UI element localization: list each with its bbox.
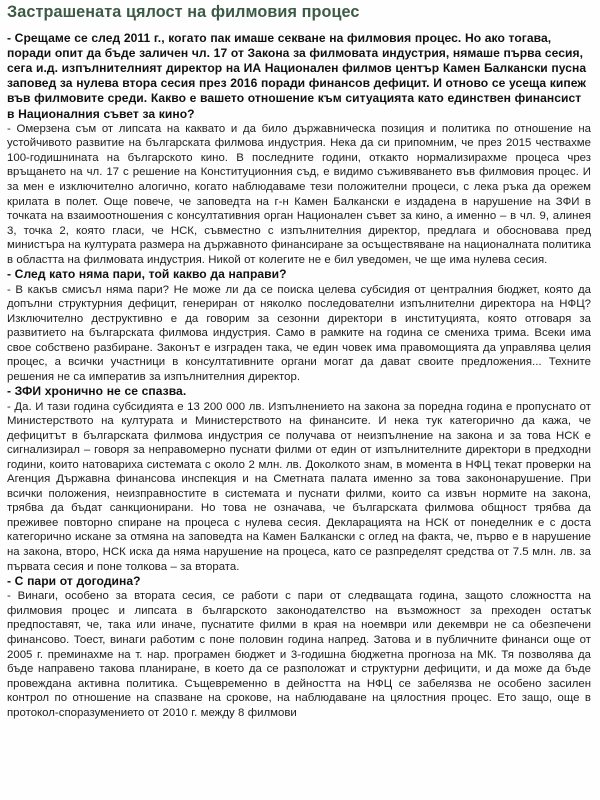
interview-answer: - В какъв смисъл няма пари? Не може ли да се поиска целева субсидия от централния бюджет, която да допълни структурния дефицит, генериран от няколко последователни изпълнителни директора на НФЦ? Изключително деструктивно е да говорим за сезонни директори в институцията, която отговаря за развитието на българската филмова индустрия. Само в рамките на година се смениха трима. Всеки има свое собствено разбиране. Законът е изграден така, че един човек има правомощията да управлява целия процес, а всички участници в консултативните органи могат да дават своите предложения... Техните решения не са императив за изпълнителния директор. [7, 283, 591, 383]
interview-answer: - Да. И тази година субсидията е 13 200 000 лв. Изпълнението на закона за поредна година е пропуснато от Министерството на културата и Министерството на финансите. И нека тук категорично да кажа, че дефицитът в българската филмова индустрия се получава от неизпълнение на закона и за това НСК е сигнализирал – говоря за неправомерно пуснати филми от един от изпълнителните директори в предходни години, които натовариха системата с около 2 млн. лв. Доколкото знам, в момента в НФЦ текат проверки на Агенция Държавна финансова инспекция и на Сметната палата именно за това закононарушение. При всички положения, неизправностите в системата и пуснати филми, които са извън нормите на закона, трябва да бъдат санкционирани. Но това не означава, че българската филмова общност трябва да преживее повторно спиране на процеса с нулева сесия. Декларацията на НСК от понеделник е с доста категорично искане за отмяна на заповедта на Камен Балкански с оглед на факта, че, първо е в нарушение на закона, второ, НСК иска да няма нарушение на процеса, като се разпределят средства от 7.5 млн. лв. за първата сесия и поне толкова – за втората. [7, 400, 591, 573]
interview-question: - ЗФИ хронично не се спазва. [7, 384, 187, 399]
interview-question: - След като няма пари, той какво да направи? [7, 267, 287, 282]
interview-question: - С пари от догодина? [7, 574, 141, 589]
interview-answer: - Винаги, особено за втората сесия, се работи с пари от следващата година, защото сложността на филмовия процес и липсата в българското законодателство на възможност за преходен остатък предпоставят, че, така или иначе, пуснатите филми в края на ноември или декември не са обезпечени финансово. Тоест, винаги работим с поне половин година напред. Затова и в публичните финанси още от 2005 г. преминахме на т. нар. програмен бюджет и 3-годишна бюджетна прогноза на МК. Тя позволява да бъде направено такова планиране, в което да се разположат и структурни дефицити, и да може да бъде провеждана активна политика. Същевременно в дейността на НФЦ се забелязва не особено засилен контрол по отношение на спазване на срокове, на наблюдаване на цялостния процес. Ето защо, още в протокол-споразумението от 2010 г. между 8 филмови [7, 590, 591, 719]
interview-question: - Срещаме се след 2011 г., когато пак имаше секване на филмовия процес. Но ако тогава, поради опит да бъде заличен чл. 17 от Закона за филмовата индустрия, нямаше първа сесия, сега и.д. изпълнителният директор на ИА Национален филмов център Камен Балкански пусна заповед за нулева втора сесия през 2016 поради финансов дефицит. И отново се усеща кипеж във филмовите среди. Какво е вашето отношение към ситуацията като единствен финансист в Националния съвет за кино? [7, 30, 587, 121]
page-title: Застрашената цялост на филмовия процес [7, 3, 360, 21]
article-body [7, 31, 591, 721]
interview-answer: - Омерзена съм от липсата на каквато и да било държавническа позиция и политика по отношение на устойчивото развитие на българската филмова индустрия. Нека да си припомним, че през 2015 чествахме 100-годишнината на българското кино. В последните години, откакто нормализирахме процеса чрез връщането на чл. 17 с решение на Конституционния съд, е видимо съживяването във филмовия процес. И за мен е изключително алогично, когато наблюдаваме тези положителни процеси, с лека ръка да орежем крилата в полет. Още повече, че заповедта на г-н Камен Балкански е издадена в нарушение на ЗФИ в точката на взаимоотношения с консултативния орган Национален съвет за кино, а именно – в чл. 9, алинея 3, точка 2, която гласи, че НСК, съвместно с изпълнителния директор, предлага и обосновава пред министъра на културата размера на държавното финансиране за осъществяване на националната политика в областта на филмовата индустрия. Никой от колегите не е бил уведомен, че ще има нулева сесия. [7, 122, 591, 266]
